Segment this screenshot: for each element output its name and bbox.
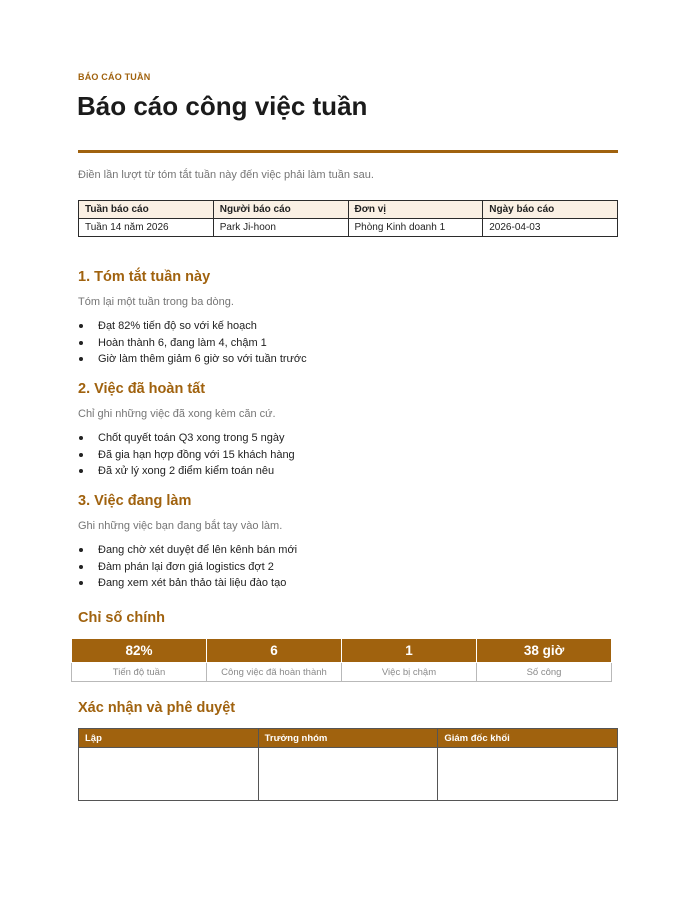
meta-header-reporter: Người báo cáo	[213, 201, 348, 219]
approval-heading: Xác nhận và phê duyệt	[78, 700, 236, 716]
intro-text: Điền lần lượt từ tóm tắt tuần này đến việc phải làm tuần sau.	[78, 169, 374, 181]
section-summary-heading: 1. Tóm tắt tuần này	[78, 269, 211, 285]
meta-value-week[interactable]: Tuần 14 năm 2026	[79, 219, 214, 237]
meta-header-date: Ngày báo cáo	[483, 201, 618, 219]
meta-header-row	[79, 201, 618, 219]
kpi-table	[71, 638, 612, 682]
meta-header-unit: Đơn vị	[348, 201, 483, 219]
kpi-value-row	[72, 639, 612, 663]
section-done-heading: 2. Việc đã hoàn tất	[78, 381, 206, 397]
list-item: Đàm phán lại đơn giá logistics đợt 2	[78, 559, 297, 576]
section-inprogress-list	[78, 542, 297, 592]
kpi-value-delayed: 1	[342, 639, 477, 663]
kpi-value-completed: 6	[207, 639, 342, 663]
approval-col-prepared: Lập	[79, 729, 259, 748]
list-item: Đang xem xét bản thảo tài liệu đào tạo	[78, 575, 297, 592]
list-item: Giờ làm thêm giảm 6 giờ so với tuần trước	[78, 351, 307, 368]
kpi-label-completed: Công việc đã hoàn thành	[207, 663, 342, 682]
kpi-label-hours: Số công	[477, 663, 612, 682]
kpi-label-progress: Tiến độ tuần	[72, 663, 207, 682]
document-kicker: BÁO CÁO TUẦN	[78, 72, 151, 82]
page-title: Báo cáo công việc tuần	[77, 91, 368, 121]
section-done-list	[78, 430, 295, 480]
list-item: Đạt 82% tiến độ so với kế hoạch	[78, 318, 307, 335]
kpi-heading: Chỉ số chính	[78, 610, 165, 626]
section-done-hint: Chỉ ghi những việc đã xong kèm căn cứ.	[78, 408, 276, 420]
list-item: Chốt quyết toán Q3 xong trong 5 ngày	[78, 430, 295, 447]
kpi-value-progress: 82%	[72, 639, 207, 663]
list-item: Đã gia hạn hợp đồng với 15 khách hàng	[78, 447, 295, 464]
approval-header-row	[79, 729, 618, 748]
kpi-label-row	[72, 663, 612, 682]
meta-header-week: Tuần báo cáo	[79, 201, 214, 219]
list-item: Đang chờ xét duyệt để lên kênh bán mới	[78, 542, 297, 559]
signature-box-prepared[interactable]	[79, 748, 259, 801]
kpi-value-hours: 38 giờ	[477, 639, 612, 663]
section-summary-hint: Tóm lại một tuần trong ba dòng.	[78, 296, 234, 308]
meta-value-unit[interactable]: Phòng Kinh doanh 1	[348, 219, 483, 237]
signature-box-team-lead[interactable]	[258, 748, 438, 801]
list-item: Đã xử lý xong 2 điểm kiểm toán nêu	[78, 463, 295, 480]
approval-col-director: Giám đốc khối	[438, 729, 618, 748]
section-summary-list	[78, 318, 307, 368]
meta-value-reporter[interactable]: Park Ji-hoon	[213, 219, 348, 237]
title-divider	[78, 150, 618, 153]
section-inprogress-hint: Ghi những việc bạn đang bắt tay vào làm.	[78, 520, 283, 532]
report-meta-table	[78, 200, 618, 237]
approval-col-team-lead: Trưởng nhóm	[258, 729, 438, 748]
list-item: Hoàn thành 6, đang làm 4, chậm 1	[78, 335, 307, 352]
signature-box-director[interactable]	[438, 748, 618, 801]
approval-table	[78, 728, 618, 801]
section-inprogress-heading: 3. Việc đang làm	[78, 493, 192, 509]
meta-value-row	[79, 219, 618, 237]
approval-signature-row	[79, 748, 618, 801]
kpi-label-delayed: Việc bị chậm	[342, 663, 477, 682]
meta-value-date[interactable]: 2026-04-03	[483, 219, 618, 237]
